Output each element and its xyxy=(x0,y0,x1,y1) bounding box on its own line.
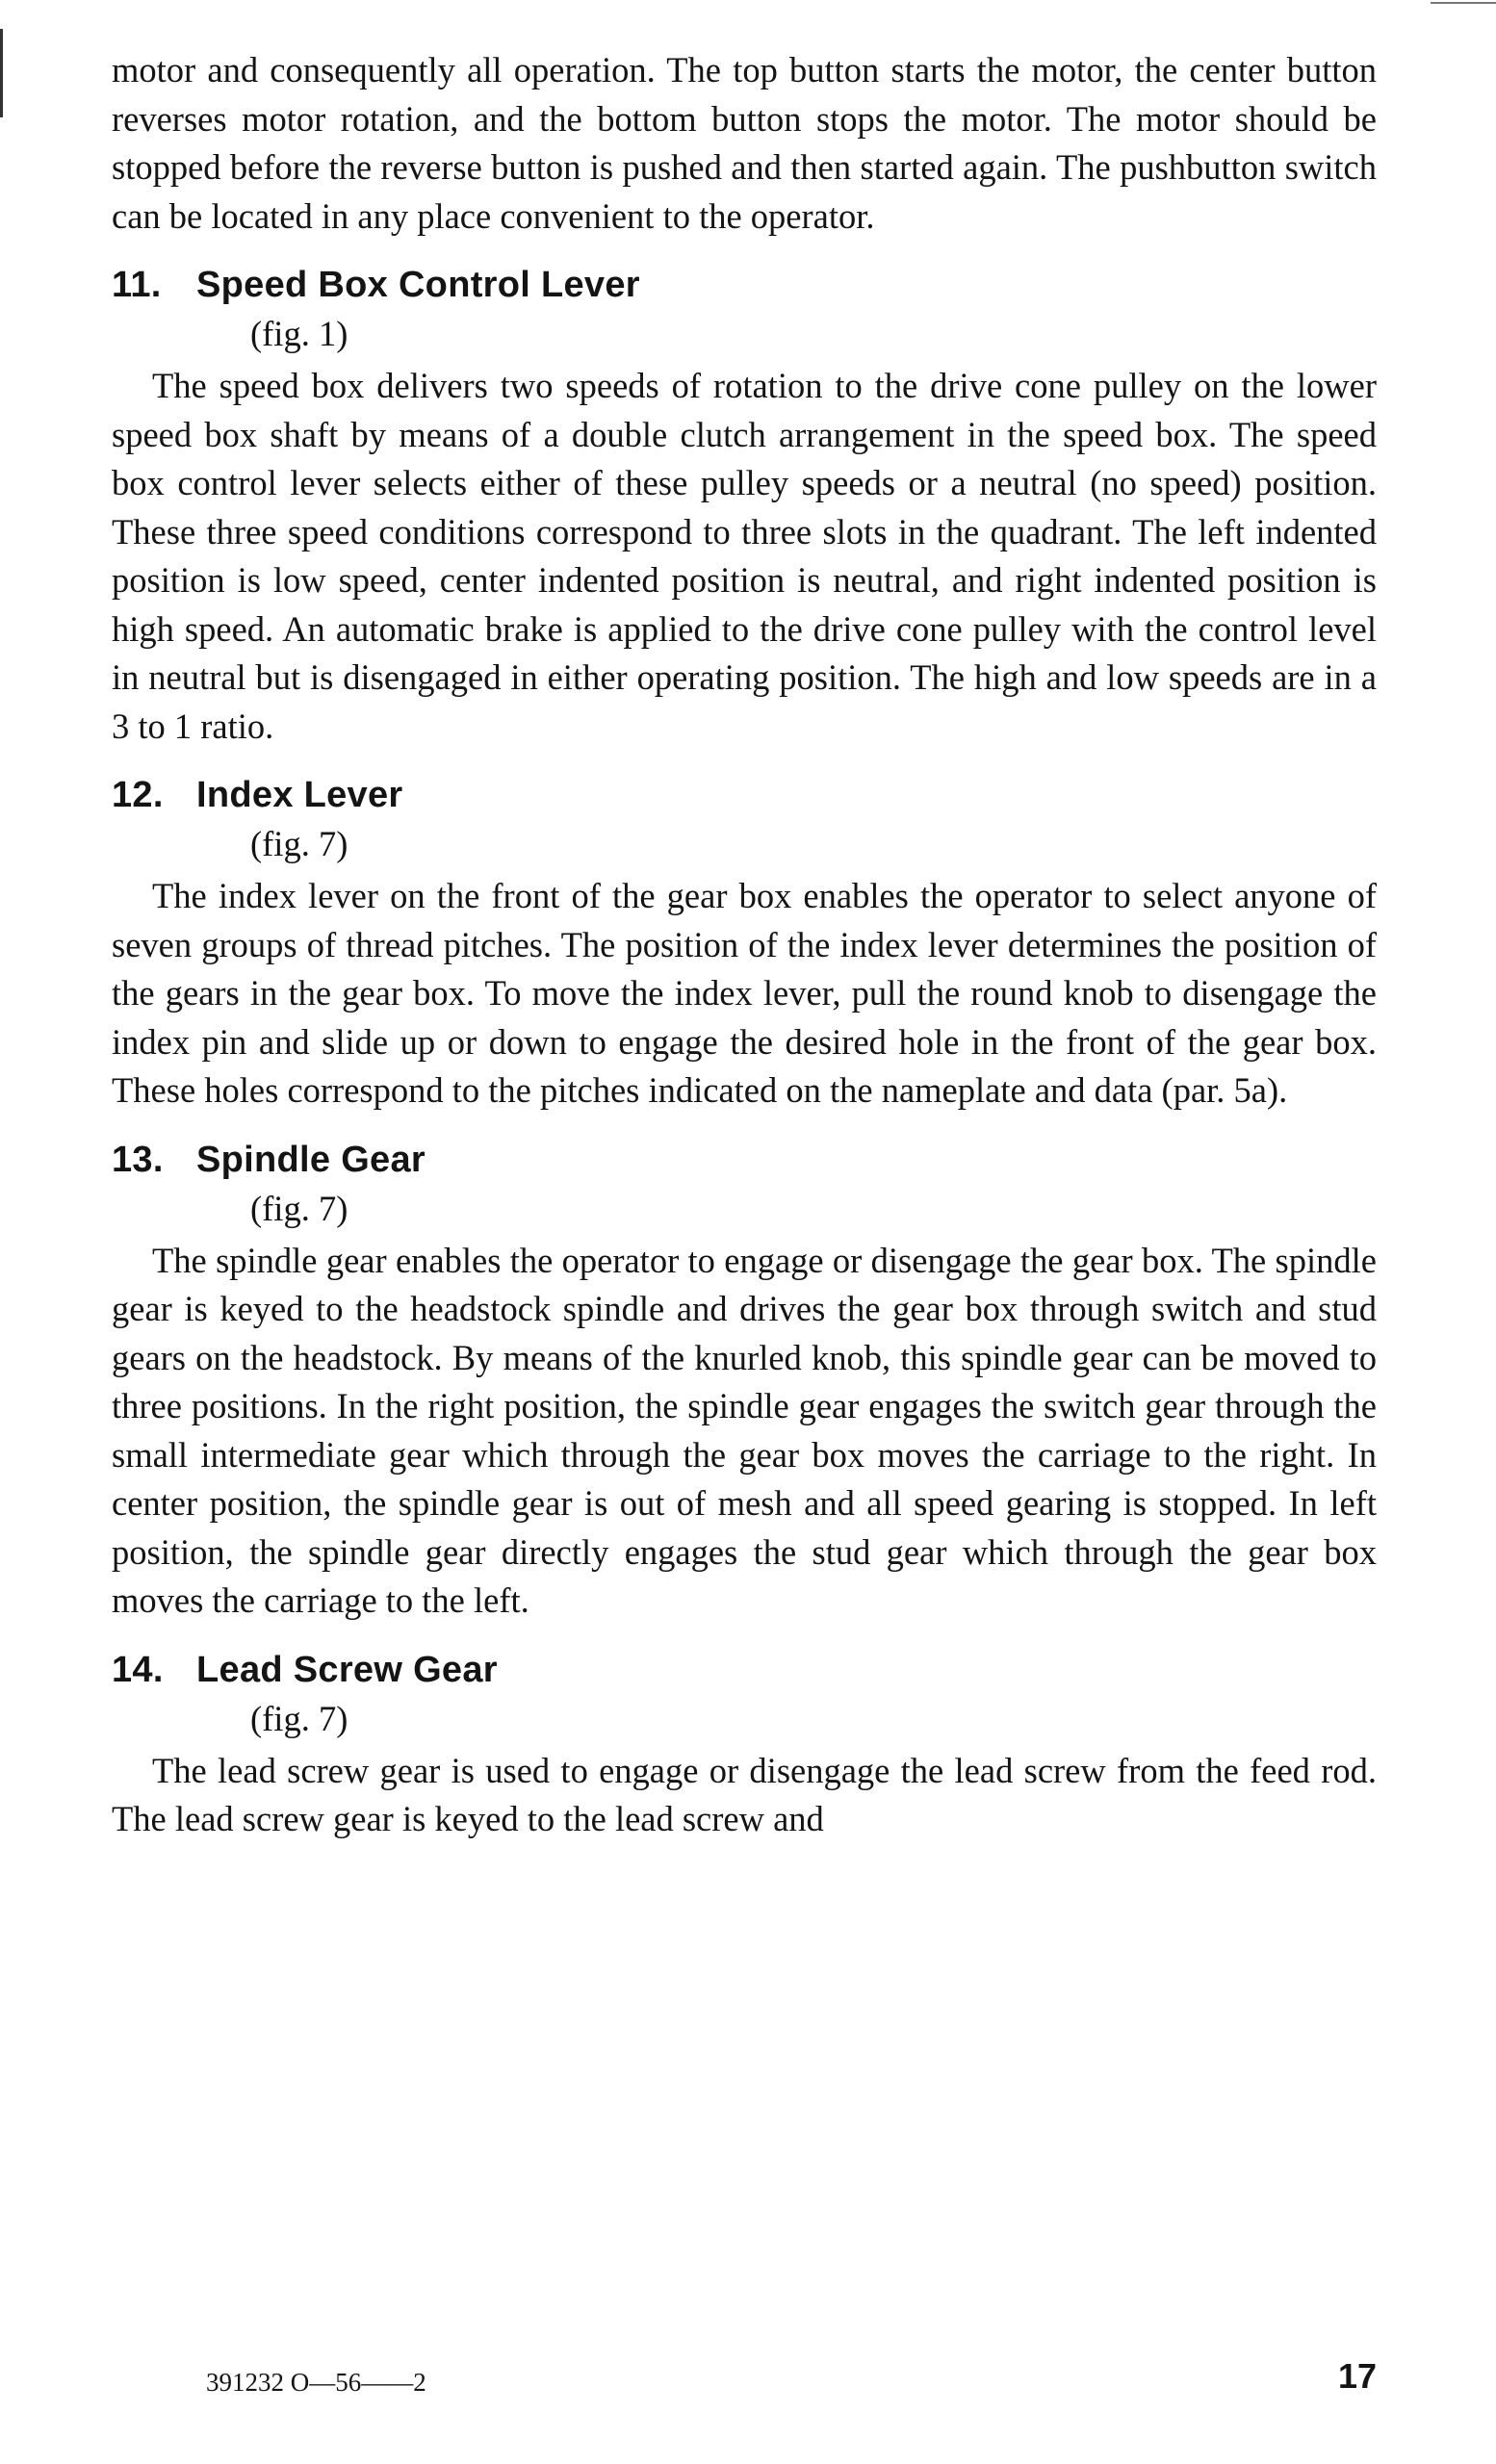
section-heading xyxy=(112,1645,1377,1695)
section-paragraph: The spindle gear enables the operator to engage or disengage the gear box. The spindle gear is keyed to the headstock spindle and drives the gear box through switch and stud gears on the headstock. By means of the knurled knob, this spindle gear can be moved to three positions. In the right position, the spindle gear engages the switch gear through the small intermediate gear which through the gear box moves the carriage to the right. In center position, the spindle gear is out of mesh and all speed gearing is stopped. In left position, the spindle gear directly engages the stud gear which through the gear box moves the carriage to the left. xyxy=(112,1240,1377,1620)
section-spindle-gear xyxy=(112,1135,1377,1626)
figure-reference: (fig. 7) xyxy=(250,1698,348,1738)
section-title: Lead Screw Gear xyxy=(196,1649,498,1690)
section-paragraph: The index lever on the front of the gear box enables the operator to select anyone of seven groups of thread pitches. The position of the index lever determines the position of the gears in the gear box. To move the index lever, pull the round knob to disengage the index pin and slide up or down to engage the desired hole in the front of the gear box. These holes correspond to the pitches indicated on the nameplate and data (par. 5a). xyxy=(112,876,1377,1110)
figure-reference: (fig. 1) xyxy=(250,314,348,353)
section-title: Speed Box Control Lever xyxy=(196,265,640,305)
section-paragraph: The lead screw gear is used to engage or disengage the lead screw from the feed rod. The lead screw gear is keyed to the lead screw and xyxy=(112,1750,1377,1838)
print-code: 391232 O—56——2 xyxy=(206,2368,426,2397)
section-speed-box-control-lever xyxy=(112,260,1377,751)
section-title: Spindle Gear xyxy=(196,1139,426,1180)
scan-edge-mark xyxy=(0,29,3,117)
section-number: 11. xyxy=(112,265,162,305)
section-title: Index Lever xyxy=(196,775,403,815)
document-page xyxy=(112,46,1377,2397)
section-number: 14. xyxy=(112,1649,164,1690)
scan-edge-mark-top xyxy=(1431,2,1496,4)
figure-reference: (fig. 7) xyxy=(250,1188,348,1228)
page-number: 17 xyxy=(1337,2356,1377,2396)
figure-reference: (fig. 7) xyxy=(250,824,348,863)
section-index-lever xyxy=(112,770,1377,1116)
section-number: 13. xyxy=(112,1139,164,1180)
section-heading xyxy=(112,1135,1377,1185)
section-number: 12. xyxy=(112,775,164,815)
section-paragraph: The speed box delivers two speeds of rotation to the drive cone pulley on the lower speed box shaft by means of a double clutch arrangement in the speed box. The speed box control lever selects either of these pulley speeds or a neutral (no speed) position. These three speed conditions correspond to three slots in the quadrant. The left indented position is low speed, center indented position is neutral, and right indented position is high speed. An automatic brake is applied to the drive cone pulley with the control level in neutral but is disengaged in either operating position. The high and low speeds are in a 3 to 1 ratio. xyxy=(112,366,1377,746)
intro-paragraph: motor and consequently all operation. The top button starts the motor, the center button reverses motor rotation, and the bottom button stops the motor. The motor should be stopped before the reverse button is pushed and then started again. The pushbutton switch can be located in any place convenient to the operator. xyxy=(112,50,1377,236)
section-lead-screw-gear xyxy=(112,1645,1377,1844)
section-heading xyxy=(112,770,1377,820)
section-heading xyxy=(112,260,1377,310)
page-footer xyxy=(112,2356,1377,2404)
